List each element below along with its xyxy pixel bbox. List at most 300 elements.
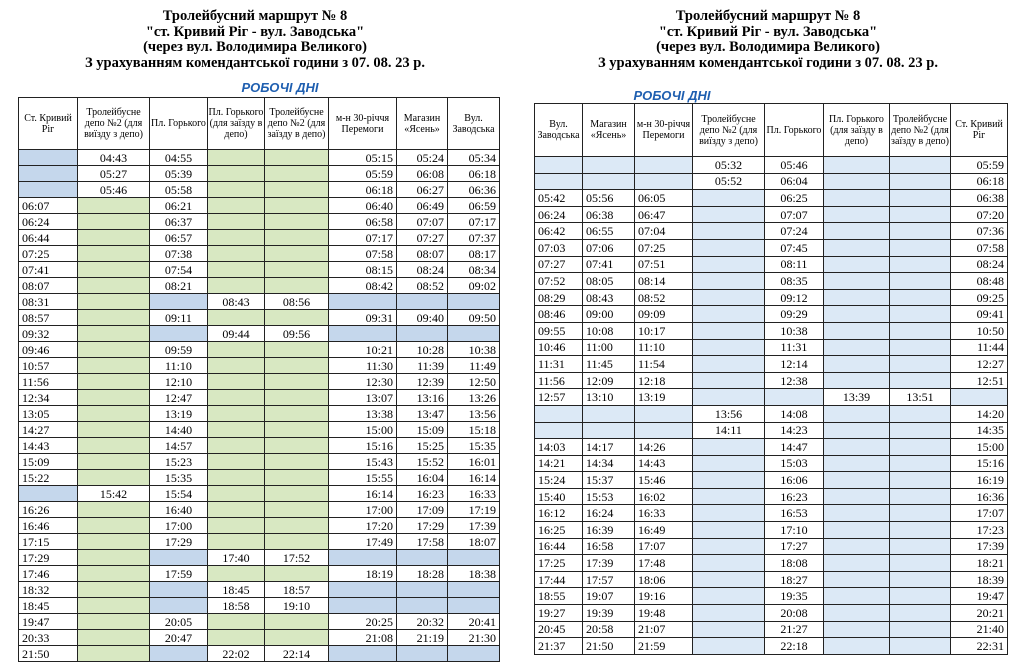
left-time-cell: 06:44 (19, 230, 78, 246)
left-time-cell: 06:24 (19, 214, 78, 230)
right-time-cell: 15:40 (535, 488, 583, 505)
left-time-cell: 17:15 (19, 534, 78, 550)
right-time-cell: 12:09 (583, 372, 635, 389)
left-time-cell (208, 566, 265, 582)
left-schedule-panel (0, 0, 510, 667)
right-time-cell: 15:46 (635, 472, 693, 489)
right-time-cell (693, 339, 765, 356)
right-time-cell: 12:57 (535, 389, 583, 406)
left-time-cell: 12:50 (448, 374, 500, 390)
right-time-cell: 14:21 (535, 455, 583, 472)
right-time-cell (583, 405, 635, 422)
right-time-cell: 21:50 (583, 638, 635, 655)
left-time-cell: 17:29 (397, 518, 448, 534)
right-time-cell (890, 206, 951, 223)
right-time-cell (890, 223, 951, 240)
left-time-cell: 05:34 (448, 150, 500, 166)
right-time-cell: 13:19 (635, 389, 693, 406)
left-time-cell: 14:40 (150, 422, 208, 438)
right-time-cell: 10:46 (535, 339, 583, 356)
left-time-cell: 06:40 (329, 198, 397, 214)
right-time-cell: 21:40 (951, 621, 1008, 638)
left-time-cell: 04:55 (150, 150, 208, 166)
left-table-row (19, 262, 500, 278)
left-table-row (19, 166, 500, 182)
right-time-cell (890, 239, 951, 256)
right-table-row (535, 372, 1008, 389)
right-time-cell: 15:00 (951, 439, 1008, 456)
left-table-row (19, 182, 500, 198)
left-table-row (19, 214, 500, 230)
left-time-cell: 21:19 (397, 630, 448, 646)
right-time-cell (693, 289, 765, 306)
right-table-row (535, 605, 1008, 622)
left-time-cell: 08:07 (397, 246, 448, 262)
right-table-row (535, 239, 1008, 256)
left-time-cell: 13:38 (329, 406, 397, 422)
right-time-cell: 06:04 (765, 173, 824, 190)
right-time-cell: 06:38 (951, 190, 1008, 207)
left-time-cell (150, 646, 208, 662)
right-time-cell: 12:14 (765, 356, 824, 373)
left-time-cell (208, 214, 265, 230)
left-time-cell (265, 198, 329, 214)
right-time-cell: 20:45 (535, 621, 583, 638)
left-time-cell (150, 598, 208, 614)
right-time-cell (583, 422, 635, 439)
right-time-cell (824, 455, 890, 472)
left-time-cell (208, 630, 265, 646)
left-time-cell: 05:24 (397, 150, 448, 166)
left-title-line-3: (через вул. Володимира Великого) (143, 39, 367, 55)
right-time-cell: 05:46 (765, 157, 824, 174)
left-time-cell: 11:39 (397, 358, 448, 374)
right-time-cell: 16:44 (535, 538, 583, 555)
left-time-cell (208, 278, 265, 294)
left-time-cell: 17:29 (19, 550, 78, 566)
left-table-row (19, 470, 500, 486)
right-time-cell (693, 555, 765, 572)
left-time-cell: 15:09 (19, 454, 78, 470)
left-table-row (19, 534, 500, 550)
left-time-cell: 16:04 (397, 470, 448, 486)
right-time-cell (890, 289, 951, 306)
left-time-cell (78, 470, 150, 486)
left-time-cell (208, 534, 265, 550)
left-time-cell (78, 502, 150, 518)
right-time-cell (824, 206, 890, 223)
left-time-cell (78, 310, 150, 326)
right-time-cell: 06:55 (583, 223, 635, 240)
right-time-cell: 14:17 (583, 439, 635, 456)
right-time-cell (535, 157, 583, 174)
right-time-cell: 13:39 (824, 389, 890, 406)
left-header-cell: Пл. Горького (для заїзду в депо) (208, 98, 265, 150)
left-time-cell (78, 550, 150, 566)
left-table-row (19, 566, 500, 582)
right-time-cell: 17:27 (765, 538, 824, 555)
right-time-cell (890, 522, 951, 539)
left-time-cell (208, 342, 265, 358)
right-time-cell: 10:38 (765, 322, 824, 339)
right-time-cell (693, 389, 765, 406)
right-time-cell: 12:51 (951, 372, 1008, 389)
right-time-cell (583, 173, 635, 190)
right-time-cell (824, 289, 890, 306)
right-time-cell (824, 256, 890, 273)
left-time-cell: 06:37 (150, 214, 208, 230)
right-time-cell (824, 555, 890, 572)
left-time-cell (329, 294, 397, 310)
right-time-cell (635, 173, 693, 190)
right-time-cell: 20:21 (951, 605, 1008, 622)
right-time-cell: 08:46 (535, 306, 583, 323)
left-time-cell (150, 294, 208, 310)
right-table-row (535, 173, 1008, 190)
left-time-cell (397, 550, 448, 566)
right-time-cell: 11:56 (535, 372, 583, 389)
left-table-row (19, 230, 500, 246)
right-table-row (535, 157, 1008, 174)
left-time-cell: 10:28 (397, 342, 448, 358)
left-time-cell: 16:46 (19, 518, 78, 534)
right-time-cell: 13:56 (693, 405, 765, 422)
right-time-cell: 14:20 (951, 405, 1008, 422)
left-time-cell (78, 358, 150, 374)
left-time-cell (265, 534, 329, 550)
left-time-cell: 15:42 (78, 486, 150, 502)
left-time-cell: 20:32 (397, 614, 448, 630)
left-time-cell: 09:46 (19, 342, 78, 358)
right-time-cell: 17:48 (635, 555, 693, 572)
right-table-row (535, 538, 1008, 555)
right-time-cell (824, 306, 890, 323)
left-time-cell (265, 438, 329, 454)
left-time-cell (265, 182, 329, 198)
left-time-cell: 05:59 (329, 166, 397, 182)
right-time-cell: 07:03 (535, 239, 583, 256)
right-time-cell: 14:34 (583, 455, 635, 472)
left-time-cell (448, 294, 500, 310)
left-time-cell: 12:30 (329, 374, 397, 390)
right-time-cell (890, 571, 951, 588)
left-time-cell (265, 470, 329, 486)
right-time-cell (693, 455, 765, 472)
right-header-row (535, 104, 1008, 157)
right-time-cell: 18:06 (635, 571, 693, 588)
right-time-cell: 22:18 (765, 638, 824, 655)
right-time-cell (693, 190, 765, 207)
right-time-cell: 05:32 (693, 157, 765, 174)
left-time-cell (78, 614, 150, 630)
left-table-row (19, 550, 500, 566)
right-time-cell: 17:23 (951, 522, 1008, 539)
left-time-cell: 15:25 (397, 438, 448, 454)
left-table-row (19, 646, 500, 662)
right-time-cell: 19:47 (951, 588, 1008, 605)
right-time-cell: 15:53 (583, 488, 635, 505)
left-time-cell: 17:52 (265, 550, 329, 566)
right-time-cell: 22:31 (951, 638, 1008, 655)
left-time-cell: 18:45 (208, 582, 265, 598)
right-table-row (535, 405, 1008, 422)
left-time-cell (265, 566, 329, 582)
right-time-cell (824, 322, 890, 339)
right-time-cell: 14:47 (765, 439, 824, 456)
right-title-line-3: (через вул. Володимира Великого) (656, 39, 880, 55)
right-time-cell: 21:07 (635, 621, 693, 638)
left-time-cell: 18:07 (448, 534, 500, 550)
left-time-cell (78, 438, 150, 454)
right-time-cell: 17:10 (765, 522, 824, 539)
right-table-row (535, 273, 1008, 290)
right-header-cell: Ст. Кривий Ріг (951, 104, 1008, 157)
left-time-cell: 12:39 (397, 374, 448, 390)
left-time-cell: 21:08 (329, 630, 397, 646)
left-header-cell: Магазин «Ясень» (397, 98, 448, 150)
left-time-cell: 09:11 (150, 310, 208, 326)
right-schedule-panel (512, 0, 1024, 667)
left-time-cell: 17:09 (397, 502, 448, 518)
right-time-cell: 06:47 (635, 206, 693, 223)
right-time-cell: 08:05 (583, 273, 635, 290)
right-time-cell (890, 273, 951, 290)
right-time-cell: 12:38 (765, 372, 824, 389)
right-time-cell (824, 605, 890, 622)
left-title-line-4: З урахуванням комендантської години з 07. 08. 23 р. (85, 54, 425, 71)
right-time-cell (693, 522, 765, 539)
left-time-cell: 08:24 (397, 262, 448, 278)
left-table-row (19, 374, 500, 390)
left-time-cell: 09:40 (397, 310, 448, 326)
right-time-cell: 15:03 (765, 455, 824, 472)
left-time-cell: 08:42 (329, 278, 397, 294)
left-table-row (19, 598, 500, 614)
left-time-cell: 17:19 (448, 502, 500, 518)
right-time-cell (824, 505, 890, 522)
right-time-cell (824, 571, 890, 588)
right-time-cell (824, 173, 890, 190)
right-time-cell: 11:31 (535, 356, 583, 373)
right-time-cell (635, 422, 693, 439)
right-time-cell (535, 173, 583, 190)
left-time-cell: 17:20 (329, 518, 397, 534)
right-time-cell: 09:41 (951, 306, 1008, 323)
right-time-cell: 15:24 (535, 472, 583, 489)
right-time-cell (693, 439, 765, 456)
right-time-cell (824, 638, 890, 655)
left-time-cell (448, 598, 500, 614)
right-time-cell (693, 206, 765, 223)
right-table-row (535, 339, 1008, 356)
left-time-cell (265, 374, 329, 390)
left-header-cell: Тролейбусне депо №2 (для виїзду з депо) (78, 98, 150, 150)
right-time-cell: 18:27 (765, 571, 824, 588)
right-time-cell: 17:57 (583, 571, 635, 588)
left-table-row (19, 342, 500, 358)
left-time-cell: 07:58 (329, 246, 397, 262)
right-time-cell (693, 588, 765, 605)
left-table-row (19, 358, 500, 374)
right-time-cell (890, 455, 951, 472)
left-time-cell (397, 582, 448, 598)
right-time-cell: 16:24 (583, 505, 635, 522)
left-time-cell: 08:52 (397, 278, 448, 294)
right-time-cell (824, 422, 890, 439)
right-table-row (535, 571, 1008, 588)
left-time-cell: 14:27 (19, 422, 78, 438)
left-table-row (19, 406, 500, 422)
left-time-cell (78, 294, 150, 310)
left-time-cell: 13:07 (329, 390, 397, 406)
left-time-cell (78, 534, 150, 550)
left-time-cell: 05:27 (78, 166, 150, 182)
left-time-cell: 16:14 (448, 470, 500, 486)
left-time-cell: 13:19 (150, 406, 208, 422)
right-subtitle: РОБОЧІ ДНІ (633, 88, 711, 103)
right-time-cell: 17:44 (535, 571, 583, 588)
right-time-cell (890, 157, 951, 174)
right-time-cell: 16:06 (765, 472, 824, 489)
left-time-cell: 17:00 (150, 518, 208, 534)
left-time-cell (78, 518, 150, 534)
left-time-cell: 18:58 (208, 598, 265, 614)
right-table-row (535, 455, 1008, 472)
right-time-cell: 07:06 (583, 239, 635, 256)
left-header-cell: Пл. Горького (150, 98, 208, 150)
left-time-cell (208, 166, 265, 182)
right-time-cell: 07:20 (951, 206, 1008, 223)
right-time-cell: 16:33 (635, 505, 693, 522)
left-title-line-2: "ст. Кривий Ріг - вул. Заводська" (145, 23, 365, 40)
right-time-cell (635, 405, 693, 422)
left-time-cell (78, 374, 150, 390)
left-time-cell: 15:35 (448, 438, 500, 454)
right-time-cell: 12:27 (951, 356, 1008, 373)
right-time-cell: 05:42 (535, 190, 583, 207)
left-header-cell: Тролейбусне депо №2 (для заїзду в депо) (265, 98, 329, 150)
left-time-cell: 18:32 (19, 582, 78, 598)
right-time-cell (535, 422, 583, 439)
right-time-cell: 19:27 (535, 605, 583, 622)
right-time-cell (824, 223, 890, 240)
right-time-cell: 07:52 (535, 273, 583, 290)
right-time-cell (693, 488, 765, 505)
left-time-cell (265, 230, 329, 246)
left-time-cell: 09:59 (150, 342, 208, 358)
left-time-cell (78, 646, 150, 662)
right-time-cell: 17:39 (583, 555, 635, 572)
left-time-cell: 21:30 (448, 630, 500, 646)
right-time-cell (890, 439, 951, 456)
right-time-cell: 11:54 (635, 356, 693, 373)
right-table-row (535, 422, 1008, 439)
left-time-cell (208, 614, 265, 630)
right-time-cell (890, 322, 951, 339)
right-time-cell: 11:00 (583, 339, 635, 356)
left-time-cell (19, 182, 78, 198)
right-table-row (535, 306, 1008, 323)
right-time-cell (693, 605, 765, 622)
left-time-cell: 17:40 (208, 550, 265, 566)
left-time-cell: 05:15 (329, 150, 397, 166)
right-time-cell: 16:25 (535, 522, 583, 539)
left-table-row (19, 294, 500, 310)
left-time-cell (78, 278, 150, 294)
left-time-cell (208, 310, 265, 326)
right-time-cell: 18:21 (951, 555, 1008, 572)
right-time-cell: 07:36 (951, 223, 1008, 240)
left-time-cell (448, 646, 500, 662)
right-time-cell: 18:08 (765, 555, 824, 572)
left-time-cell: 14:57 (150, 438, 208, 454)
left-time-cell (329, 550, 397, 566)
left-time-cell: 06:49 (397, 198, 448, 214)
left-time-cell (208, 486, 265, 502)
left-time-cell: 09:50 (448, 310, 500, 326)
right-time-cell: 16:53 (765, 505, 824, 522)
left-time-cell (397, 294, 448, 310)
right-header-cell: Магазин «Ясень» (583, 104, 635, 157)
left-time-cell (78, 246, 150, 262)
right-time-cell: 14:08 (765, 405, 824, 422)
left-time-cell: 08:31 (19, 294, 78, 310)
left-time-cell: 18:28 (397, 566, 448, 582)
left-time-cell (265, 486, 329, 502)
right-time-cell (693, 306, 765, 323)
left-table-row (19, 630, 500, 646)
left-time-cell: 09:02 (448, 278, 500, 294)
left-time-cell (78, 566, 150, 582)
left-time-cell (265, 214, 329, 230)
left-time-cell: 08:15 (329, 262, 397, 278)
right-time-cell (824, 522, 890, 539)
right-time-cell: 18:55 (535, 588, 583, 605)
right-time-cell: 17:07 (951, 505, 1008, 522)
left-table-row (19, 422, 500, 438)
left-time-cell: 16:23 (397, 486, 448, 502)
left-time-cell: 16:40 (150, 502, 208, 518)
right-table-row (535, 439, 1008, 456)
right-table-row (535, 555, 1008, 572)
left-time-cell: 13:56 (448, 406, 500, 422)
right-time-cell (890, 505, 951, 522)
right-table-row (535, 488, 1008, 505)
right-time-cell: 08:24 (951, 256, 1008, 273)
left-time-cell (329, 598, 397, 614)
left-time-cell: 06:57 (150, 230, 208, 246)
right-time-cell: 08:14 (635, 273, 693, 290)
right-time-cell (693, 571, 765, 588)
right-title-line-1: Тролейбусний маршрут № 8 (675, 8, 861, 24)
left-time-cell: 15:54 (150, 486, 208, 502)
right-time-cell: 10:17 (635, 322, 693, 339)
left-time-cell (265, 422, 329, 438)
right-table-row (535, 389, 1008, 406)
right-time-cell (824, 472, 890, 489)
left-time-cell: 10:57 (19, 358, 78, 374)
left-time-cell: 17:00 (329, 502, 397, 518)
left-time-cell: 15:00 (329, 422, 397, 438)
left-time-cell: 18:19 (329, 566, 397, 582)
left-time-cell (208, 230, 265, 246)
left-time-cell: 08:21 (150, 278, 208, 294)
left-time-cell: 13:05 (19, 406, 78, 422)
right-time-cell (890, 306, 951, 323)
right-time-cell: 07:25 (635, 239, 693, 256)
left-time-cell: 16:14 (329, 486, 397, 502)
left-time-cell: 15:16 (329, 438, 397, 454)
